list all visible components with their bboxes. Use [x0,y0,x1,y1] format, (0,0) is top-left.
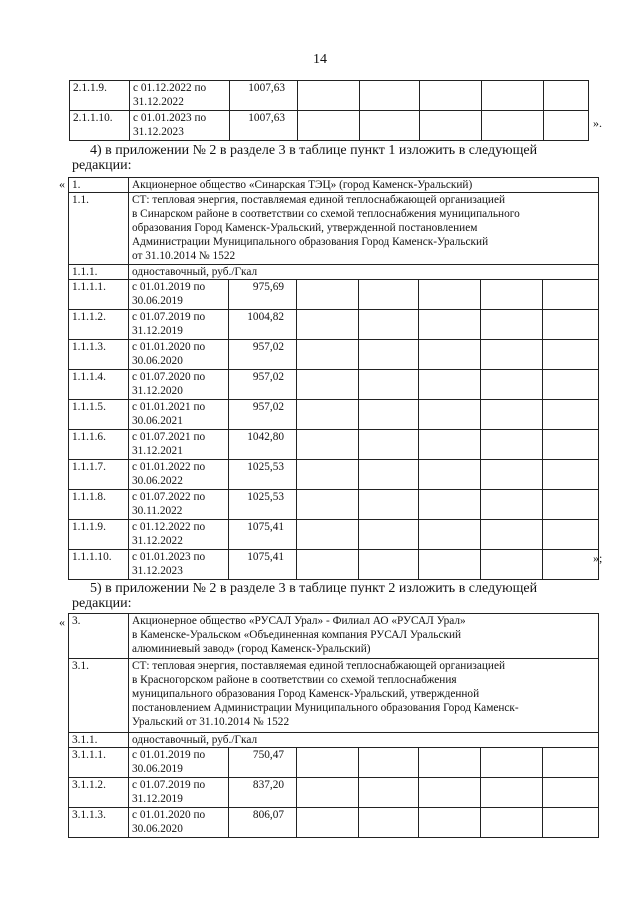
tariff-value: 1042,80 [229,430,297,460]
organization-name: Акционерное общество «РУСАЛ Урал» - Филиал АО «РУСАЛ Урал» в Каменске-Уральском «Объединенная компания РУСАЛ Уральский алюминиевый завод» (город Каменск-Уральский) [129,614,599,659]
tariff-value: 1075,41 [229,520,297,550]
tariff-type-row [69,733,599,748]
organization-row [69,614,599,659]
tariff-value: 1004,82 [229,310,297,340]
table-row [69,748,599,778]
row-number: 1.1.1. [69,265,129,280]
tariff-value: 957,02 [229,340,297,370]
tariff-type: одноставочный, руб./Гкал [129,265,599,280]
tariff-value: 1025,53 [229,460,297,490]
tariff-value: 975,69 [229,280,297,310]
amendment-paragraph-4: 4) в приложении № 2 в разделе 3 в таблице пункт 1 изложить в следующей редакции: [72,143,538,173]
row-number: 2.1.1.9. [70,81,130,111]
tariff-value: 750,47 [229,748,297,778]
tariff-table-continuation [69,80,589,141]
table-row [69,808,599,838]
row-number: 1. [69,178,129,193]
period-cell: с 01.01.2021 по 30.06.2021 [129,400,229,430]
table-row [69,340,599,370]
tariff-value: 1007,63 [230,111,298,141]
opening-quote: « [59,615,65,629]
period-cell: с 01.07.2019 по 31.12.2019 [129,778,229,808]
row-number: 3.1. [69,659,129,733]
amendment-paragraph-5: 5) в приложении № 2 в разделе 3 в таблице пункт 2 изложить в следующей редакции: [72,581,538,611]
tariff-value: 957,02 [229,370,297,400]
table-row [69,310,599,340]
tariff-table-sinarskaya [68,177,599,580]
period-cell: с 01.01.2020 по 30.06.2020 [129,808,229,838]
row-number: 1.1.1.9. [69,520,129,550]
row-number: 1.1.1.6. [69,430,129,460]
period-cell: с 01.01.2023 по 31.12.2023 [130,111,230,141]
tariff-type: одноставочный, руб./Гкал [129,733,599,748]
period-cell: с 01.07.2021 по 31.12.2021 [129,430,229,460]
service-row [69,659,599,733]
service-row [69,193,599,265]
row-number: 1.1.1.1. [69,280,129,310]
table-row [69,460,599,490]
period-cell: с 01.07.2022 по 30.11.2022 [129,490,229,520]
row-number: 1.1.1.10. [69,550,129,580]
period-cell: с 01.01.2019 по 30.06.2019 [129,748,229,778]
page-number: 14 [313,52,327,67]
row-number: 3.1.1.3. [69,808,129,838]
closing-quote: »; [593,551,603,565]
table-row [69,430,599,460]
period-cell: с 01.01.2020 по 30.06.2020 [129,340,229,370]
row-number: 1.1.1.3. [69,340,129,370]
row-number: 1.1.1.4. [69,370,129,400]
row-number: 1.1.1.2. [69,310,129,340]
period-cell: с 01.07.2020 по 31.12.2020 [129,370,229,400]
row-number: 3.1.1.1. [69,748,129,778]
service-description: СТ: тепловая энергия, поставляемая единой теплоснабжающей организацией в Красногорском районе в соответствии со схемой теплоснабжения муниципального образования Город Каменск-Уральский, утвержденной постановлением Администрации Муниципального образования Город Каменск- Уральский от 31.10.2014 № 1522 [129,659,599,733]
table-row [69,778,599,808]
table-row [69,280,599,310]
tariff-value: 806,07 [229,808,297,838]
closing-quote: ». [593,116,602,130]
tariff-value: 1025,53 [229,490,297,520]
tariff-type-row [69,265,599,280]
organization-row [69,178,599,193]
table-row [70,81,589,111]
tariff-value: 1007,63 [230,81,298,111]
tariff-table-rusal [68,613,599,838]
period-cell: с 01.12.2022 по 31.12.2022 [130,81,230,111]
service-description: СТ: тепловая энергия, поставляемая единой теплоснабжающей организацией в Синарском районе в соответствии со схемой теплоснабжения муниципального образования Город Каменск-Уральский, утвержденной постановлением Администрации Муниципального образования Город Каменск-Уральский от 31.10.2014 № 1522 [129,193,599,265]
opening-quote: « [59,177,65,191]
row-number: 1.1. [69,193,129,265]
row-number: 1.1.1.5. [69,400,129,430]
table-row [69,400,599,430]
organization-name: Акционерное общество «Синарская ТЭЦ» (город Каменск-Уральский) [129,178,599,193]
tariff-value: 837,20 [229,778,297,808]
row-number: 1.1.1.7. [69,460,129,490]
row-number: 3.1.1. [69,733,129,748]
period-cell: с 01.01.2023 по 31.12.2023 [129,550,229,580]
row-number: 3. [69,614,129,659]
table-row [69,550,599,580]
period-cell: с 01.01.2022 по 30.06.2022 [129,460,229,490]
table-row [69,370,599,400]
tariff-value: 1075,41 [229,550,297,580]
period-cell: с 01.12.2022 по 31.12.2022 [129,520,229,550]
table-row [69,520,599,550]
table-row [70,111,589,141]
period-cell: с 01.01.2019 по 30.06.2019 [129,280,229,310]
table-row [69,490,599,520]
row-number: 3.1.1.2. [69,778,129,808]
row-number: 2.1.1.10. [70,111,130,141]
tariff-value: 957,02 [229,400,297,430]
row-number: 1.1.1.8. [69,490,129,520]
period-cell: с 01.07.2019 по 31.12.2019 [129,310,229,340]
